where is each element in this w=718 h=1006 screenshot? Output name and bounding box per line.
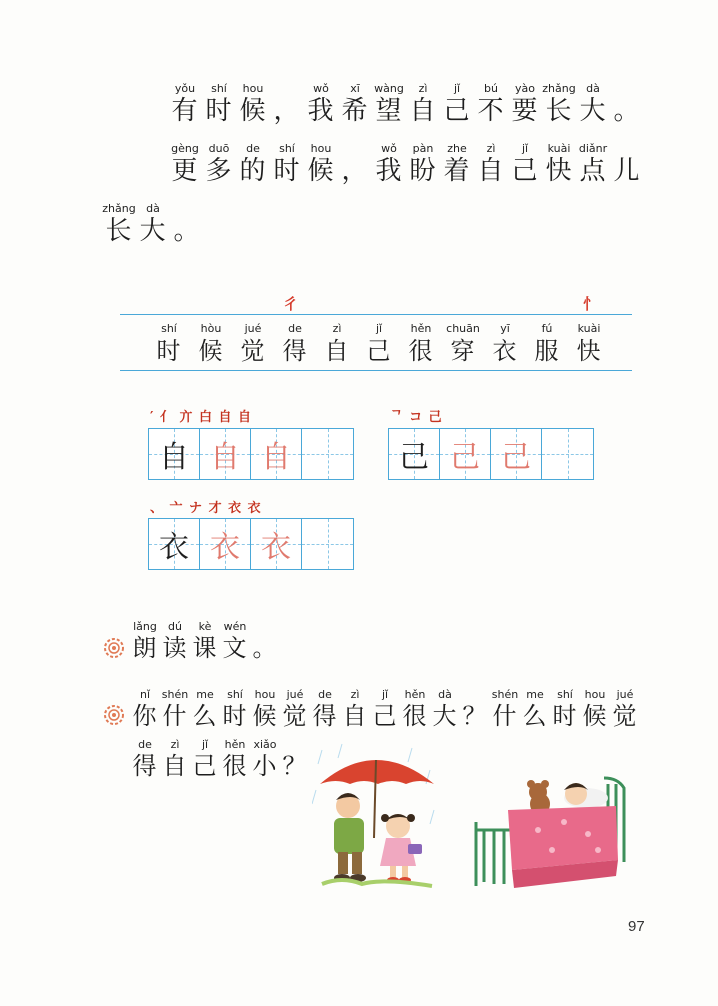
hanzi: 时 [552, 702, 578, 730]
char-cell [406, 142, 440, 187]
hanzi: 我 [375, 156, 403, 186]
char-cell [310, 688, 340, 731]
char-cell [580, 688, 610, 731]
pinyin: dú [168, 620, 182, 633]
punct-cell [338, 142, 372, 187]
char-cell [400, 322, 442, 367]
grid-cell-empty [302, 519, 353, 569]
pinyin: shén [161, 688, 189, 701]
hanzi: 文 [222, 634, 248, 662]
pinyin: dà [586, 82, 600, 95]
writing-grid-yi [148, 518, 354, 570]
pinyin: fú [541, 322, 553, 335]
grid-cell [491, 429, 542, 479]
trace-char: 己 [501, 440, 531, 475]
pinyin: dà [438, 688, 452, 701]
hanzi: 候 [582, 702, 608, 730]
hanzi: 得 [282, 337, 308, 365]
pinyin: wǒ [381, 142, 397, 155]
hanzi: 己 [192, 752, 218, 780]
char-cell [610, 688, 640, 731]
char-cell [338, 82, 372, 127]
grid-cell [389, 429, 440, 479]
hanzi: ？ [462, 702, 488, 730]
trace-char: 自 [210, 440, 240, 475]
char-cell [270, 142, 304, 187]
char-cell [160, 620, 190, 663]
hanzi: 希 [341, 96, 369, 126]
hanzi: 自 [342, 702, 368, 730]
char-cell [274, 322, 316, 367]
hanzi: 不 [477, 96, 505, 126]
hanzi: 得 [132, 752, 158, 780]
trace-char: 自 [261, 440, 291, 475]
hanzi: 穿 [450, 337, 476, 365]
hanzi: 更 [171, 156, 199, 186]
poem-line-1 [168, 82, 644, 127]
writing-grid-ji [388, 428, 594, 480]
char-cell [250, 688, 280, 731]
child-in-bed-illustration [468, 770, 636, 892]
model-char: 衣 [159, 530, 189, 565]
page-number: 97 [628, 918, 645, 935]
char-cell [148, 322, 190, 367]
char-cell [358, 322, 400, 367]
char-cell [236, 82, 270, 127]
hanzi: 候 [198, 337, 224, 365]
trace-char: 衣 [261, 530, 291, 565]
char-cell [340, 688, 370, 731]
model-char: 己 [399, 440, 429, 475]
char-cell [190, 620, 220, 663]
pinyin: wàng [374, 82, 404, 95]
pinyin: shí [557, 688, 573, 701]
char-cell [304, 142, 338, 187]
stroke-order-zi: ′ 亻 亣 白 自 自 [150, 410, 253, 425]
hanzi: 要 [511, 96, 539, 126]
hanzi: 朗 [132, 634, 158, 662]
pinyin: zì [350, 688, 360, 701]
pinyin: hou [310, 142, 332, 155]
char-cell [304, 82, 338, 127]
hanzi: 己 [372, 702, 398, 730]
hanzi: 长 [105, 216, 133, 246]
hanzi: 我 [307, 96, 335, 126]
pinyin: kuài [547, 142, 571, 155]
hanzi: 候 [239, 96, 267, 126]
pinyin: diǎnr [578, 142, 608, 155]
pinyin: hěn [224, 738, 246, 751]
pinyin: zhǎng [542, 82, 576, 95]
hanzi: 。 [173, 216, 201, 246]
char-cell [430, 688, 460, 731]
char-cell [202, 82, 236, 127]
char-cell [220, 688, 250, 731]
hanzi: 自 [324, 337, 350, 365]
pinyin: bú [484, 82, 498, 95]
pinyin: jǐ [381, 688, 389, 701]
char-cell [190, 738, 220, 781]
pinyin: hěn [404, 688, 426, 701]
radical-xin: 忄 [583, 295, 599, 313]
char-cell [136, 202, 170, 247]
hanzi: 望 [375, 96, 403, 126]
hanzi: 长 [545, 96, 573, 126]
char-cell [372, 142, 406, 187]
char-cell [372, 82, 406, 127]
pinyin: yī [500, 322, 510, 335]
pinyin: chuān [446, 322, 480, 335]
hanzi: 快 [576, 337, 602, 365]
char-cell [576, 82, 610, 127]
hanzi: 着 [443, 156, 471, 186]
char-cell [102, 202, 136, 247]
task1-line [130, 620, 280, 663]
char-cell [280, 688, 310, 731]
pinyin: zì [486, 142, 496, 155]
trace-char: 衣 [210, 530, 240, 565]
char-cell [440, 82, 474, 127]
hanzi: 觉 [240, 337, 266, 365]
pinyin: de [246, 142, 260, 155]
grid-cell [149, 429, 200, 479]
pinyin: de [318, 688, 332, 701]
char-cell [130, 738, 160, 781]
char-cell [406, 82, 440, 127]
grid-cell [149, 519, 200, 569]
pinyin: jǐ [521, 142, 529, 155]
hanzi: 你 [132, 702, 158, 730]
char-cell [474, 142, 508, 187]
punct-cell [250, 620, 280, 663]
pinyin: dà [146, 202, 160, 215]
pinyin: de [138, 738, 152, 751]
hanzi: 么 [192, 702, 218, 730]
hanzi: 么 [522, 702, 548, 730]
pinyin: shí [279, 142, 295, 155]
trace-char: 己 [450, 440, 480, 475]
char-cell [220, 738, 250, 781]
hanzi: 觉 [612, 702, 638, 730]
punct-cell [170, 202, 204, 247]
hanzi: 己 [443, 96, 471, 126]
char-cell [440, 142, 474, 187]
pinyin: zì [418, 82, 428, 95]
pinyin: hou [584, 688, 606, 701]
hanzi: 什 [162, 702, 188, 730]
pinyin: pàn [412, 142, 434, 155]
char-cell [490, 688, 520, 731]
pinyin: kuài [577, 322, 601, 335]
char-cell [370, 688, 400, 731]
hanzi: 候 [307, 156, 335, 186]
pinyin: lǎng [133, 620, 157, 633]
char-cell [220, 620, 250, 663]
char-cell [520, 688, 550, 731]
hanzi: 读 [162, 634, 188, 662]
task2-line-2 [130, 738, 310, 781]
char-cell [160, 688, 190, 731]
task2-line-1 [130, 688, 640, 731]
char-cell [130, 688, 160, 731]
pinyin: jué [616, 688, 634, 701]
pinyin: jué [286, 688, 304, 701]
hanzi: 儿 [613, 156, 641, 186]
hanzi: 点 [579, 156, 607, 186]
hanzi: 很 [402, 702, 428, 730]
char-cell [168, 82, 202, 127]
model-char: 自 [159, 440, 189, 475]
pinyin: jǐ [453, 82, 461, 95]
char-cell [202, 142, 236, 187]
punct-cell [460, 688, 490, 731]
punct-cell [610, 82, 644, 127]
task-flower-icon [104, 638, 124, 658]
char-cell [190, 688, 220, 731]
hanzi: 时 [222, 702, 248, 730]
grid-cell [251, 429, 302, 479]
pinyin: zhe [447, 142, 467, 155]
hanzi: 快 [545, 156, 573, 186]
pinyin: yào [515, 82, 535, 95]
char-cell [550, 688, 580, 731]
pinyin: hòu [200, 322, 222, 335]
char-cell [484, 322, 526, 367]
writing-grid-zi [148, 428, 354, 480]
pinyin: hěn [410, 322, 432, 335]
poem-line-3 [102, 202, 204, 247]
punct-cell [270, 82, 304, 127]
pinyin: xiǎo [253, 738, 277, 751]
hanzi: 。 [252, 634, 278, 662]
pinyin: yǒu [174, 82, 196, 95]
hanzi: ， [341, 156, 369, 186]
pinyin: shí [211, 82, 227, 95]
pinyin: jǐ [375, 322, 383, 335]
char-cell [168, 142, 202, 187]
umbrella-children-illustration [312, 740, 442, 890]
hanzi: 时 [273, 156, 301, 186]
hanzi: 有 [171, 96, 199, 126]
hanzi: 时 [205, 96, 233, 126]
char-cell [576, 142, 610, 187]
punct-cell [610, 142, 644, 187]
pinyin: zì [332, 322, 342, 335]
stroke-order-yi: 、 亠 ナ 才 衣 衣 [150, 501, 262, 516]
hanzi: 大 [579, 96, 607, 126]
hanzi: 觉 [282, 702, 308, 730]
pinyin: kè [198, 620, 212, 633]
hanzi: 很 [222, 752, 248, 780]
grid-cell [200, 519, 251, 569]
pinyin: shén [491, 688, 519, 701]
grid-cell-empty [302, 429, 353, 479]
char-cell [316, 322, 358, 367]
grid-cell [200, 429, 251, 479]
hanzi: 的 [239, 156, 267, 186]
hanzi: 时 [156, 337, 182, 365]
pinyin: nǐ [139, 688, 151, 701]
hanzi: 课 [192, 634, 218, 662]
char-cell [190, 322, 232, 367]
grid-cell [251, 519, 302, 569]
char-cell [474, 82, 508, 127]
pinyin: me [526, 688, 544, 701]
char-cell [250, 738, 280, 781]
poem-line-2 [168, 142, 644, 187]
pinyin: wǒ [313, 82, 329, 95]
hanzi: 服 [534, 337, 560, 365]
word-band-top-line [120, 314, 632, 315]
hanzi: 候 [252, 702, 278, 730]
hanzi: 自 [477, 156, 505, 186]
stroke-order-ji: ᄀ コ 己 [390, 410, 443, 425]
hanzi: 什 [492, 702, 518, 730]
hanzi: 大 [139, 216, 167, 246]
pinyin: shí [227, 688, 243, 701]
hanzi: 大 [432, 702, 458, 730]
pinyin: duō [208, 142, 230, 155]
word-row [148, 322, 610, 367]
hanzi: 自 [409, 96, 437, 126]
char-cell [160, 738, 190, 781]
grid-cell [440, 429, 491, 479]
hanzi: 衣 [492, 337, 518, 365]
hanzi: 小 [252, 752, 278, 780]
char-cell [542, 82, 576, 127]
pinyin: wén [223, 620, 247, 633]
grid-cell-empty [542, 429, 593, 479]
hanzi: 很 [408, 337, 434, 365]
char-cell [508, 82, 542, 127]
hanzi: 多 [205, 156, 233, 186]
pinyin: zì [170, 738, 180, 751]
pinyin: me [196, 688, 214, 701]
char-cell [232, 322, 274, 367]
char-cell [130, 620, 160, 663]
hanzi: ， [273, 96, 301, 126]
pinyin: de [288, 322, 302, 335]
hanzi: 己 [366, 337, 392, 365]
pinyin: gèng [171, 142, 199, 155]
punct-cell [280, 738, 310, 781]
char-cell [442, 322, 484, 367]
radical-chi: 彳 [283, 295, 299, 313]
hanzi: ？ [282, 752, 308, 780]
char-cell [568, 322, 610, 367]
hanzi: 自 [162, 752, 188, 780]
hanzi: 得 [312, 702, 338, 730]
pinyin: jué [244, 322, 262, 335]
char-cell [542, 142, 576, 187]
pinyin: hou [242, 82, 264, 95]
char-cell [508, 142, 542, 187]
pinyin: zhǎng [102, 202, 136, 215]
pinyin: shí [161, 322, 177, 335]
pinyin: xī [350, 82, 360, 95]
pinyin: hou [254, 688, 276, 701]
char-cell [400, 688, 430, 731]
task-flower-icon [104, 705, 124, 725]
hanzi: 盼 [409, 156, 437, 186]
pinyin: jǐ [201, 738, 209, 751]
char-cell [236, 142, 270, 187]
hanzi: 己 [511, 156, 539, 186]
char-cell [526, 322, 568, 367]
word-band-bottom-line [120, 370, 632, 371]
hanzi: 。 [613, 96, 641, 126]
